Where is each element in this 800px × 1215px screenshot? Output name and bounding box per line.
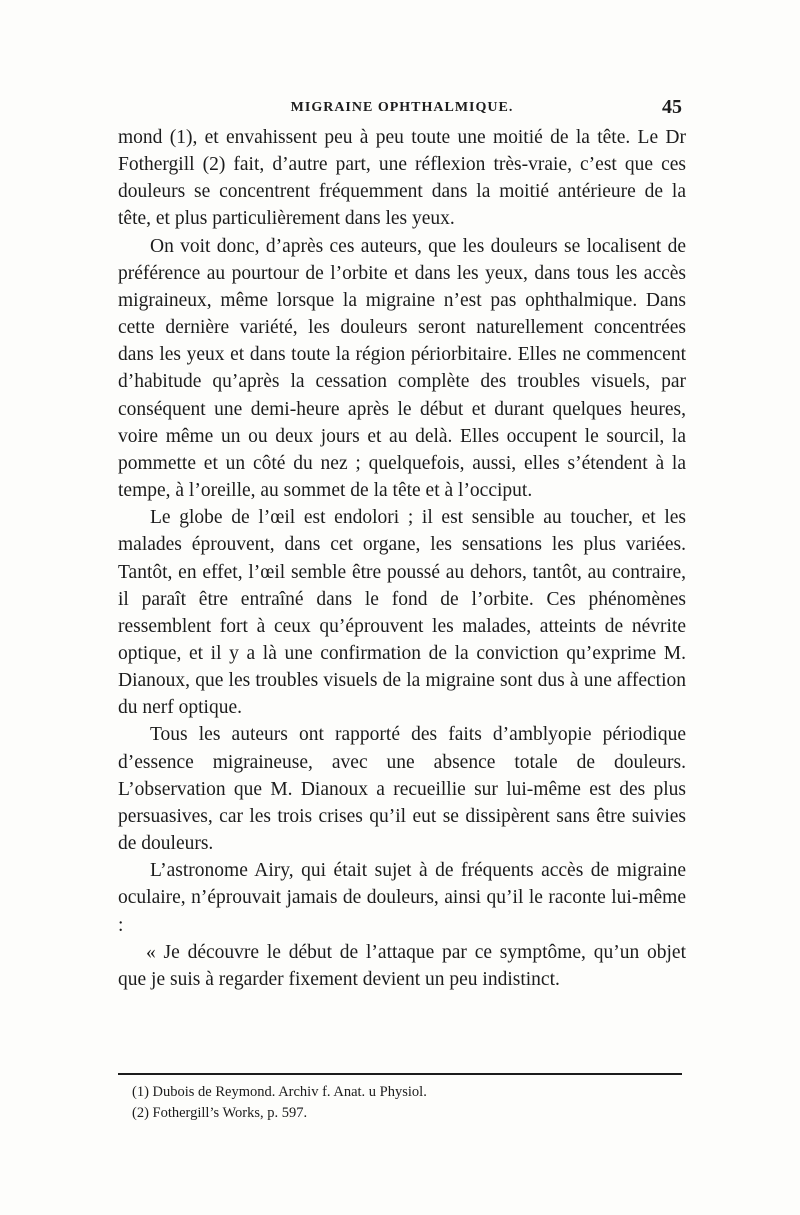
paragraph: Tous les auteurs ont rapporté des faits d’amblyopie périodique d’essence migraineuse, avec une absence totale de douleurs. L’observation que M. Dianoux a recueillie sur lui-même est des plus persuasives, car les trois crises qu’il eut se dissipèrent sans être suivies de douleurs. xyxy=(118,724,686,855)
footnote-rule xyxy=(118,1073,682,1075)
footnote-2: (2) Fothergill’s Works, p. 597. xyxy=(132,1105,308,1121)
page-header xyxy=(118,96,686,120)
footnotes xyxy=(132,1082,682,1124)
running-title: MIGRAINE OPHTHALMIQUE. xyxy=(290,100,514,115)
footnote-1: (1) Dubois de Reymond. Archiv f. Anat. u Physiol. xyxy=(132,1084,427,1100)
paragraph-continued: mond (1), et envahissent peu à peu toute une moitié de la tête. Le Dr Fothergill (2) fait, d’autre part, une réflexion très-vraie, c’est que ces douleurs se concentrent fréquemment dans la moitié antérieure de la tête, et plus particulièrement dans les yeux. xyxy=(118,127,686,230)
paragraph: L’astronome Airy, qui était sujet à de fréquents accès de migraine oculaire, n’éprouvait jamais de douleurs, ainsi qu’il le raconte lui-même : xyxy=(118,860,686,936)
paragraph: On voit donc, d’après ces auteurs, que les douleurs se localisent de préférence au pourtour de l’orbite et dans les yeux, dans tous les accès migraineux, même lorsque la migraine n’est pas ophthalmique. Dans cette dernière variété, les douleurs seront naturellement concentrées dans les yeux et dans toute la région périorbitaire. Elles ne commencent d’habitude qu’après la cessation complète des troubles visuels, par conséquent une demi-heure après le début et durant quelques heures, voire même un ou deux jours et au delà. Elles occupent le sourcil, la pommette et un côté du nez ; quelquefois, aussi, elles s’étendent à la tempe, à l’oreille, au sommet de la tête et à l’occiput. xyxy=(118,235,686,502)
body-text xyxy=(118,124,686,993)
paragraph: Le globe de l’œil est endolori ; il est sensible au toucher, et les malades éprouvent, dans cet organe, les sensations les plus variées. Tantôt, en effet, l’œil semble être poussé au dehors, tantôt, au contraire, il paraît être entraîné dans le fond de l’orbite. Ces phénomènes ressemblent fort à ceux qu’éprouvent les malades, atteints de névrite optique, et il y a là une confirmation de la conviction qu’exprime M. Dianoux, que les troubles visuels de la migraine sont dus à une affection du nerf optique. xyxy=(118,507,686,719)
quotation-paragraph: « Je découvre le début de l’attaque par ce symptôme, qu’un objet que je suis à regarder fixement devient un peu indistinct. xyxy=(118,941,686,990)
page-number: 45 xyxy=(662,96,682,118)
